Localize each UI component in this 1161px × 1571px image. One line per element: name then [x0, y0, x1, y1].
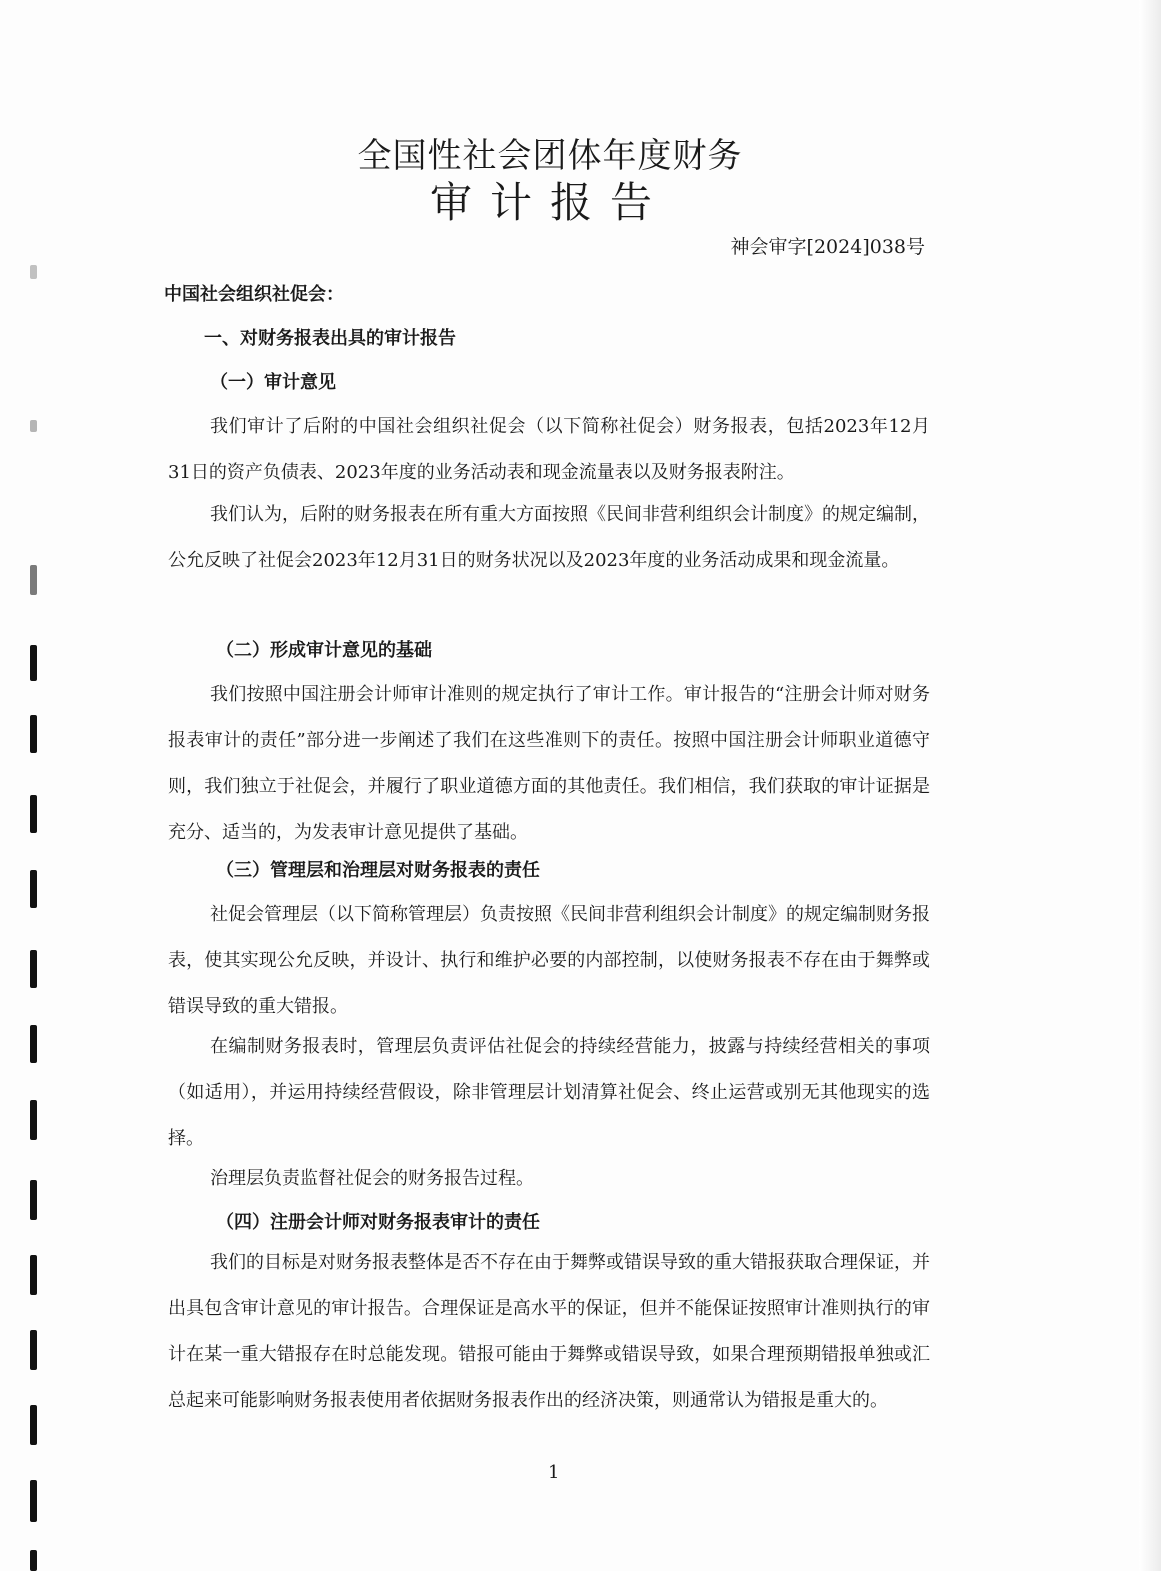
subsection-heading-3: （三）管理层和治理层对财务报表的责任: [216, 860, 540, 881]
paragraph-auditor-responsibility: 我们的目标是对财务报表整体是否不存在由于舞弊或错误导致的重大错报获取合理保证，并出具包含审计意见的审计报告。合理保证是高水平的保证，但并不能保证按照审计准则执行的审计在某一重大错报存在时总能发现。错报可能由于舞弊或错误导致，如果合理预期错报单独或汇总起来可能影响财务报表使用者依据财务报表作出的经济决策，则通常认为错报是重大的。: [168, 1252, 930, 1411]
scan-edge-shadow: [1139, 0, 1161, 1571]
paragraph-opinion: 我们认为，后附的财务报表在所有重大方面按照《民间非营利组织会计制度》的规定编制，公允反映了社促会2023年12月31日的财务状况以及2023年度的业务活动成果和现金流量。: [168, 504, 930, 571]
binding-mark: [30, 1480, 37, 1522]
subsection-heading-4: （四）注册会计师对财务报表审计的责任: [216, 1212, 540, 1233]
page-number: 1: [548, 1462, 560, 1483]
paragraph-basis: 我们按照中国注册会计师审计准则的规定执行了审计工作。审计报告的“注册会计师对财务报表审计的责任”部分进一步阐述了我们在这些准则下的责任。按照中国注册会计师职业道德守则，我们独立于社促会，并履行了职业道德方面的其他责任。我们相信，我们获取的审计证据是充分、适当的，为发表审计意见提供了基础。: [168, 684, 930, 843]
report-title-line1: 全国性社会团体年度财务: [357, 136, 743, 176]
binding-mark: [30, 950, 37, 988]
binding-mark: [30, 1180, 37, 1220]
paragraph-governance: 治理层负责监督社促会的财务报告过程。: [210, 1168, 534, 1189]
addressee: 中国社会组织社促会：: [164, 284, 344, 305]
binding-mark: [30, 1550, 37, 1571]
binding-mark: [30, 715, 37, 753]
binding-mark: [30, 795, 37, 833]
report-title-line2: 审计报告: [429, 178, 670, 227]
paragraph-going-concern: 在编制财务报表时，管理层负责评估社促会的持续经营能力，披露与持续经营相关的事项（如适用），并运用持续经营假设，除非管理层计划清算社促会、终止运营或别无其他现实的选择。: [168, 1036, 930, 1149]
binding-mark: [30, 645, 37, 681]
binding-mark: [30, 265, 37, 279]
binding-mark: [30, 1330, 37, 1370]
subsection-heading-1: （一）审计意见: [210, 372, 336, 393]
section-heading-1: 一、对财务报表出具的审计报告: [204, 328, 456, 349]
binding-mark: [30, 1255, 37, 1295]
subsection-heading-2: （二）形成审计意见的基础: [216, 640, 432, 661]
binding-mark: [30, 565, 37, 595]
binding-mark: [30, 1405, 37, 1445]
binding-mark: [30, 1025, 37, 1063]
binding-mark: [30, 870, 37, 908]
document-number: 神会审字[2024]038号: [730, 236, 925, 258]
paragraph-opinion-scope: 我们审计了后附的中国社会组织社促会（以下简称社促会）财务报表，包括2023年12月31日的资产负债表、2023年度的业务活动表和现金流量表以及财务报表附注。: [168, 416, 930, 483]
paragraph-management-responsibility: 社促会管理层（以下简称管理层）负责按照《民间非营利组织会计制度》的规定编制财务报表，使其实现公允反映，并设计、执行和维护必要的内部控制，以使财务报表不存在由于舞弊或错误导致的重大错报。: [168, 904, 930, 1017]
binding-mark: [30, 1100, 37, 1140]
binding-mark: [30, 420, 37, 432]
